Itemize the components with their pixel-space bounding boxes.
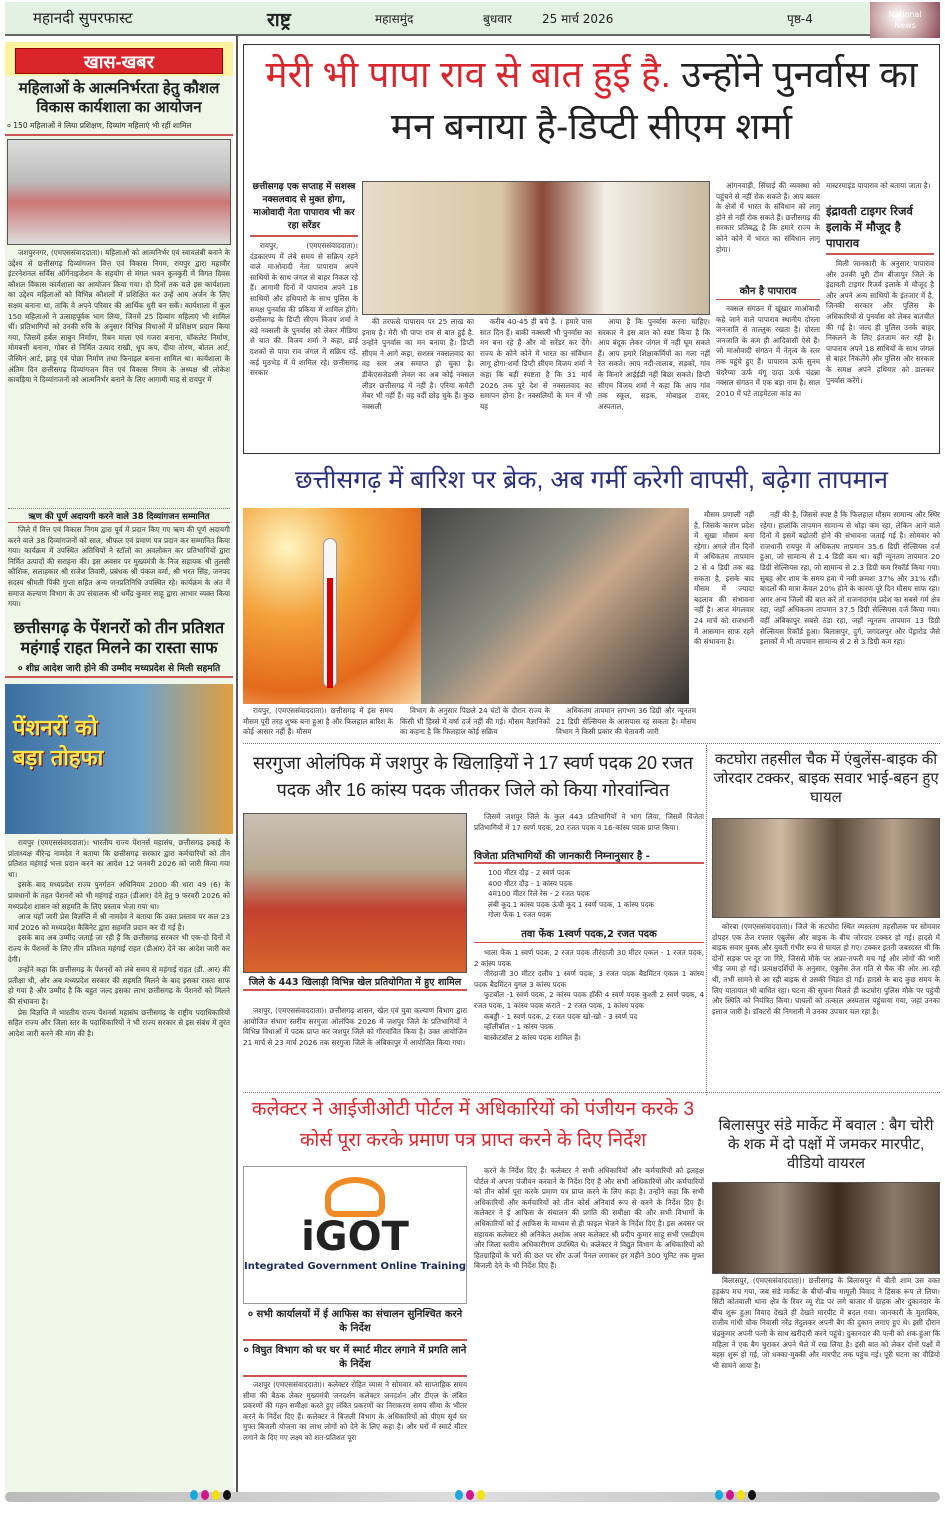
left-column — [5, 42, 233, 1497]
lead-headline-red: मेरी भी पापा राव से बात हुई है. — [265, 54, 671, 95]
igot-logo-mark — [325, 1177, 385, 1217]
lead-col5-wrap — [716, 181, 820, 452]
paragraph: विभाग के अनुसार पिछले 24 घंटों के दौरान राज्य के किसी भी हिस्से में वर्षा दर्ज नहीं की गई। मौसम वैज्ञानिकों का कहना है कि फिलहाल कोई सक्रिय — [400, 706, 550, 737]
pension-image — [5, 684, 233, 834]
workshop-photo — [7, 139, 231, 245]
sports-body — [243, 1006, 467, 1086]
paragraph: करीब 40-45 ही बचे हैं. । हमारे पास सात दिन हैं। बाकी नक्सली भी पुनर्वास का मन बना रहे हैं और वो सरेंडर कर देंगे। राज्य के कोने कोने में भारत का संविधान लागू होगा-शर्मा डिप्टी सीएम विजय शर्मा ने कहा कि बड़ी स्पष्टता है कि 31 मार्च 2026 तक पूरे देश से नक्सलवाद का समापन होना है। नक्सलियों के मन में भी यह — [480, 317, 592, 411]
lead-col5 — [716, 181, 820, 279]
accident-photo — [712, 818, 940, 918]
divider — [706, 745, 707, 1095]
weather-narrow-col — [694, 510, 754, 708]
lead-sidebar — [250, 181, 358, 451]
paragraph: रायपुर, (एमएससंवाददाता)। छत्तीसगढ़ में इस समय मौसम पूरी तरह शुष्क बना हुआ है और फिलहाल बारिश के कोई आसार नहीं हैं। मौसम — [243, 706, 393, 737]
pension-image-caption: पेंशनरों को बड़ा तोहफा — [13, 716, 104, 771]
paragraph: रायपुर, (एमएससंवाददाता)। दंडकारण्य में लंबे समय से सक्रिय रहने वाले माओवादी नेता पापाराव अपने साथियों के साथ जंगल से बाहर निकल रहे हैं। आगामी दिनों में पापाराव अपने 18 साथियों और हथियारों के साथ पुलिस के समक्ष पुनर्वास की प्रकिया में शामिल होंगे। छत्तीसगढ़ के डिप्टी सीएम विजय शर्मा ने बड़े नक्सली के पुनर्वास को लेकर मीडिया से बात की. विजय शर्मा ने कहा, ढाई दशकों से पापा राव जंगल में सक्रिय रहे. कई मुठभेड़ में ये शामिल रहे। छत्तीसगढ़ सरकार — [250, 241, 358, 378]
market-fight-photo — [712, 1182, 940, 1274]
loan-body — [5, 523, 233, 619]
igot-logo-text: iGOT — [301, 1214, 409, 1260]
paragraph: मिली जानकारी के अनुसार पापाराव और उनकी पूरी टीम बीजापुर जिले के इंद्रावती टाइगर रिजर्व इलाके में मौजूद है और अपने अन्य साथियों के इंतजार में है, जिनकी सरकार और पुलिस के अधिकारियों से पुनर्वास को लेकर बातचीत की गई है। जल्द ही पुलिस उनके बाहर निकलने के लिए इंतजाम कर रही है। पापाराव अपने 18 साथियों के साथ जंगल से बाहर निकलेंगे और पुलिस और सरकार के समक्ष अपने हथियार को डालकर पुनर्वास करेंगे। — [826, 259, 934, 385]
igot-bullets — [243, 1308, 467, 1480]
page-number: पृष्ठ-4 — [787, 12, 813, 26]
registration-marks — [190, 1490, 231, 1500]
igot-headline: कलेक्टर ने आईजीओटी पोर्टल में अधिकारियों को पंजीयन करके 3 कोर्स पूरा करके प्रमाण पत्र प्राप्त करने के दिए निर्देश — [251, 1099, 695, 1151]
accident-headline: कटघोरा तहसील चैक में एंबुलेंस-बाइक की जोरदार टक्कर, बाइक सवार भाई-बहन हुए घायल — [713, 751, 939, 806]
paragraph: आंगनवाड़ी, सिंचाई की व्यवस्था को पहुंचने से नहीं रोक सकते हैं। आप बस्तर के क्षेत्रों में भारत के संविधान को लागू होने से नहीं रोक सकते हैं। छत्तीसगढ़ की सरकार प्रतिबद्ध है कि हमारे राज्य के कोने कोने में भारत का संविधान लागू होगा। — [716, 181, 820, 254]
paragraph: बिलासपुर, (एमएससंवाददाता)। छत्तीसगढ़ के बिलासपुर में बीती शाम उस वक्त हड़कंप मच गया, जब संडे मार्केट के बीचों-बीच मामूली विवाद ने हिंसक रूप ले लिया। सिटी कोतवाली थाना क्षेत्र के रिवर व्यू रोड पर लगे बाजार में ग्राहक और दुकानदार के बीच शुरू हुआ विवाद देखते ही देखते मारपीट में बदल गया। जानकारी के मुताबिक, राजीव गांधी चौक निवासी नरेंद्र तेंदुलकर अपनी बैग की दुकान लगाए हुए थे। इसी दौरान चंद्रकुमार अपनी पत्नी के साथ खरीदारी करने पहुंचे। दुकानदार की पत्नी को शक हुआ कि महिला ने एक बैग चुराकर अपने थैले में रख लिया है। इसी बात को लेकर दोनों पक्षों में बहस शुरू हो गई, जो धक्का-मुक्की और मारपीट तक पहुंच गई। पूरी घटना का वीडियो भी सामने आया है। — [712, 1276, 940, 1370]
weather-bottom-3 — [556, 706, 696, 740]
logo-text: News — [894, 21, 916, 30]
igot-body-left — [243, 1380, 467, 1480]
who-body — [716, 304, 820, 452]
pension-headline: छत्तीसगढ़ के पेंशनरों को तीन प्रतिशत महंगाई राहत मिलने का रास्ता साफ — [13, 620, 225, 657]
section-name: राष्ट्र — [267, 9, 291, 31]
lead-col4 — [598, 317, 710, 449]
list-item: भाला फेंक 1 स्वर्ण पदक, 2 रजत पदक तीरंदाजी 30 मीटर एकल - 1 रजत पदक, 2 कांस्य पदक — [474, 947, 704, 968]
igot-logo — [243, 1166, 467, 1304]
paragraph: मौसम प्रणाली नहीं है, जिसके कारण प्रदेश में सूखा मौसम बना रहेगा। अगले तीन दिनों में अधिकतम तापमान 2 से 4 डिग्री तक बढ़ सकता है, इसके बाद मौसम में ज्यादा बदलाव की संभावना नहीं है। आज मंगलवार 24 मार्च को राजधानी में आसमान साफ रहने की संभावना है। — [694, 510, 754, 647]
accident-body — [712, 922, 940, 1090]
sports-subhead: जिले के 443 खिलाड़ी विभिन्न खेल प्रतियोगिता में हुए शामिल — [243, 976, 467, 991]
winners-headline: विजेता प्रतिभागियों की जानकारी निम्नानुसार है - — [474, 848, 704, 864]
registration-marks — [455, 1490, 485, 1500]
lead-col2 — [362, 317, 474, 449]
list-item: तीरंदाजी 30 मीटर दलीय 1 स्वर्ण पदक, 3 रजत पदक बैडमिंटन एकल 1 कांस्य पदक बैडमिंटन युगल 3 कांस्य पदक — [474, 969, 704, 989]
paragraph: नक्सल संगठन में खूंखार माओवादी कहे जाने वाले पापाराव स्थानीय दोरला जनजाति से ताल्लुक रखता है। दोरला जनजाति के कम ही आदिवासी ऐसे हैं। जो माओवादी संगठन में नेतृत्व के स्तर तक पहुंचे हुए हैं। पापाराव ऊर्फ सुनम चंदरैय्या ऊर्फ मंगू दादा ऊर्फ चंद्रन्ना नक्सल संगठन में एक बड़ा नाम है। साल 2010 में घटे ताड़मेटला कांड का — [716, 304, 820, 398]
khas-khabar-banner: खास-खबर — [15, 48, 223, 74]
date: 25 मार्च 2026 — [542, 12, 614, 26]
weather-bottom-2 — [400, 706, 550, 740]
list-item: गोला फेंक 1 रजत पदक — [488, 910, 552, 920]
paragraph: जशपुर (एमएससंवाददाता)। कलेक्टर रोहित व्यास ने सोमवार को साप्ताहिक समय सीमा की बैठक लेकर मुख्यमंत्री जनदर्शन कलेक्टर जनदर्शन और टीएल के लंबित प्रकरणों की गहन समीक्षा करते हुए लंबित प्रकरणों का निराकरण समय सीमा के भीतर करने के निर्देश दिए हैं। कलेक्टर ने बिजली विभाग के अधिकारियों को पीएम सूर्य घर मुफ्त बिजली योजना का लाभ लोगों को देने के लिए कहा है। और घरों में स्मार्ट मीटर लगाने के दिए गए लक्ष्य को शत-प्रतिशत पूरा — [243, 1380, 467, 1442]
bilaspur-headline: बिलासपुर संडे मार्केट में बवाल : बैग चोरी के शक में दो पक्षों में जमकर मारपीट, वीडियो वायरल — [718, 1117, 934, 1172]
igot-body-right — [474, 1166, 704, 1484]
city: महासमुंद — [375, 12, 414, 26]
paragraph: प्रेस विज्ञप्ति में भारतीय राज्य पेंशनर्स महासंघ छत्तीसगढ़ के राष्ट्रीय पदाधिकारियों सहित राज्य और जिला स्तर के पदाधिकारियों ने भी राज्य सरकार से इस संबंध में तुरंत आदेश जारी करने की मांग की है। — [8, 1007, 230, 1038]
sidebar-headline: छत्तीसगढ़ एक सप्ताह में सशस्त्र नक्सलवाद से मुक्त होगा, माओवादी नेता पापाराव भी कर रहा सरेंडर — [250, 181, 358, 237]
article-headline: महिलाओं के आत्मनिर्भरता हेतु कौशल विकास कार्यशाला का आयोजन — [18, 80, 220, 116]
loan-headline: ऋण की पूर्ण अदायगी करने वाले 38 दिव्यांगजन सम्मानित — [8, 511, 230, 523]
paragraph: जशपुर, (एमएससंवाददाता)। छत्तीसगढ़ शासन, खेल एवं युवा कल्याण विभाग द्वारा आयोजित संभाग स्तरीय सरगुजा ओलंपिक 2026 में जशपुर जिले के प्रतिभागियों ने विभिन्न विधाओं में पदक प्राप्त कर जशपुर जिले को गौरवांवित किया है। उक्त आयोजिन 21 मार्च से 23 मार्च 2026 तक सरगुजा जिले के अंबिकापुर में आयोजित किया गया। — [243, 1006, 467, 1047]
bilaspur-body — [712, 1276, 940, 1486]
woman-in-heat-photo — [421, 508, 689, 704]
thermometer-image — [243, 508, 421, 704]
logo-text: National — [888, 10, 922, 19]
paragraph: उन्होंने कहा कि छत्तीसगढ़ के पेंशनरों को लंबे समय से महंगाई राहत (डी. आर) की प्रतीक्षा थी, और अब मध्यप्रदेश सरकार की सहमति मिलने के बाद इसका रास्ता साफ हो गया है और उम्मीद है कि बहुत जल्द इसका लाभ छत्तीसगढ़ के पेंशनरों को मिलने की संभावना है। — [8, 965, 230, 1006]
pension-subhead: ० शीघ्र आदेश जारी होने की उम्मीद मध्यप्रदेश से मिली सहमति — [5, 659, 233, 678]
article-subhead: ० 150 महिलाओं ने लिया प्रशिक्षण, दिव्यांग महिलाएं भी रहीं शामिल — [5, 120, 233, 136]
weather-right-col — [760, 510, 940, 736]
paragraph: इसके बाद मध्यप्रदेश राज्य पुनर्गठन अधिनियम 2000 की धारा 49 (6) के प्रावधानों के तहत पेंशनरों को भी महंगाई राहत (डीआर) देने हेतु 9 फरवरी 2026 को मध्यप्रदेश शासन को सहमति के लिए प्रस्ताव भेजा गया था। — [8, 880, 230, 911]
list-item: लंबी कूद 1 कांस्य पदक ऊंची कूद 1 स्वर्ण पदक, 1 कांस्य पदक — [488, 899, 654, 909]
lead-headline-black: उन्होंने पुनर्वास का मन बनाया है-डिप्टी सीएम शर्मा — [390, 54, 918, 147]
athletes-photo — [243, 813, 467, 973]
paragraph: नहीं की है, जिससे स्पष्ट है कि फिलहाल मौसम सामान्य और स्थिर रहेगा। हालांकि तापमान सामान्य से थोड़ा कम रहा, लेकिन आने वाले दिनों में इसमें बढ़ोतरी होने की संभावना जताई गई है। सोमवार को राजधानी रायपुर में अधिकतम तापमान 35.6 डिग्री सेल्सियस दर्ज हुआ, जो सामान्य से 1.4 डिग्री कम था। वहीं न्यूनतम तापमान 20 डिग्री सेल्सियस रहा, जो सामान्य से 2.3 डिग्री कम रिकॉर्ड किया गया। सुबह और शाम के समय हवा में नमी क्रमशः 37% और 31% रही। बादलों की मात्रा केवल 20% होने के कारण पूरे दिन मौसम साफ रहा। अगर अन्य जिलों की बात करें तो राजनांदगांव प्रदेश का सबसे गर्म क्षेत्र रहा, जहाँ अधिकतम तापमान 37.5 डिग्री सेल्सियस दर्ज किया गया। वहीं अंबिकापुर सबसे ठंडा रहा, जहाँ न्यूनतम तापमान 13 डिग्री सेल्सियस रिकॉर्ड हुआ। बिलासपुर, दुर्ग, जगदलपुर और पेंड्रारोड जैसे इलाकों में भी तापमान सामान्य से 2 से 3 डिग्री कम रहा। — [760, 510, 940, 647]
lead-headline — [244, 45, 939, 157]
lead-col3 — [480, 317, 592, 449]
lead-col1 — [250, 241, 358, 451]
list-item: 100 मीटर दौड़ - 2 स्वर्ण पदक — [488, 868, 571, 877]
lead-col6-wrap — [826, 181, 934, 449]
masthead — [5, 2, 940, 36]
national-news-logo — [870, 2, 940, 38]
divider — [243, 1092, 940, 1093]
winners-list — [474, 868, 704, 921]
list-item: व्हॉलीबॉल - 1 कांस्य पदक — [484, 1022, 554, 1032]
day: बुधवार — [483, 12, 512, 26]
lead-story — [243, 44, 940, 454]
igot-bullet: ० विघुत विभाग को घर घर में स्मार्ट मीटर लगाने में प्रगति लाने के निर्देश — [243, 1341, 467, 1377]
lead-col6-top: मास्टरमाइंड पापाराव को बताया जाता है। — [826, 181, 931, 190]
column-divider — [236, 36, 238, 1496]
weather-photos — [243, 508, 689, 704]
igot-logo-tagline: Integrated Government Online Training — [244, 1261, 466, 1272]
khas-khabar-banner-wrap — [5, 42, 233, 76]
paragraph: आया है कि पुनर्वास करना चाहिए। सरकार ने इस बात को स्पष्ट किया है कि आप बंदूक लेकर जंगल में नहीं घूम सकते हैं। आप हमारे शिक्षाकर्मियों का गला नहीं रेत सकते। आप नदी-तालाब, सड़कों, गांव के किनारे आईईडी नहीं बिछा सकते। डिप्टी सीएम विजय शर्मा ने कहा कि आप गांव तक स्कूल, सड़क, मोबाइल टावर, अस्पताल, — [598, 317, 710, 411]
weather-bottom-1 — [243, 706, 393, 740]
sports-intro — [474, 812, 704, 844]
paragraph: जिले में वित्त एवं विकास निगम द्वारा पूर्व में प्रदान किए गए ऋण की पूर्ण अदायगी करने वाले 38 दिव्यांगजनों को साल, श्रीफल एवं प्रमाण पत्र प्रदान कर सम्मानित किया गया। कार्यक्रम में उपस्थित अतिथियों ने स्टॉलों का अवलोकन कर प्रतिभागियों द्वारा निर्मित उत्पादों की सराहना की। इस अवसर पर मुख्यमंत्री के निज सहायक श्री तुलसी कौशिक, सलाहकार श्री राजेश तिवारी, प्रबंधक श्री पंकज वर्मा, श्री भरत सिंह, जनपद सदस्य श्रीमती पिंकी गुप्ता सहित अन्य जनप्रतिनिधि उपस्थित रहे। कार्यक्रम के अंत में समाज कल्याण विभाग के उप संचालक श्री धर्मेंद्र कुमार साहू द्वारा आभार व्यक्त किया गया। — [8, 525, 230, 609]
list-item: कबड्डी - 1 स्वर्ण पदक, 2 रजत पदक खो-खो - 3 स्वर्ण पद — [484, 1011, 638, 1021]
deputy-cm-photo — [362, 181, 710, 315]
paragraph: जिसमें जशपुर जिले के कुल 443 प्रतिभागियों ने भाग लिया, जिसमें विजेता प्रतिभागियों में 17 स्वर्ण पदक, 20 रजत पदक व 16-कांस्य पदक प्राप्त किया। — [474, 812, 704, 832]
list-item: 4म100 मीटर रिले रेस - 2 रजत पदक — [488, 889, 590, 899]
weather-headline-text: छत्तीसगढ़ में बारिश पर ब्रेक, अब गर्मी करेगी वापसी, बढ़ेगा तापमान — [295, 466, 888, 494]
winners-list-2 — [474, 948, 704, 1043]
list-item: बास्केटबॉल 2 कांस्य पदक शामिल हैं। — [484, 1032, 581, 1042]
tiger-reserve-headline: इंद्रावती टाइगर रिजर्व इलाके में मौजूद है पापाराव — [826, 203, 934, 255]
paragraph: की तरफसे पापाराव पर 25 लाख का इनाम है। मेरी भी पापा राव से बात हुई है. उन्होंने पुनर्वास का मन बनाया है। डिप्टी सीएम ने आगे कहा, सशस्त्र नक्सलवाद का वह स्तर अब समाप्त हो चुका है। डीकेएसजेडसी लेवल का अब कोई नक्सल लीडर छत्तीसगढ़ में नहीं है। एरिया कमेटी मेंबर भी नहीं हैं। वह वर्दी छोड़ चुके हैं। कुछ नक्सली — [362, 317, 474, 411]
registration-marks — [715, 1490, 756, 1500]
sports-results — [474, 812, 704, 1043]
paragraph: आज यहाँ जारी प्रेस विज्ञप्ति में श्री नामदेव ने बताया कि उक्त प्रस्ताव पर कल 23 मार्च 2026 को मध्यप्रदेश कैबिनेट द्वारा सहमति प्रदान कर दी गई है। — [8, 912, 230, 932]
paragraph: रायपुर (एमएससंवाददाता)। भारतीय राज्य पेंशनर्स महासंघ, छत्तीसगढ़ इकाई के प्रांताध्यक्ष वीरेन्द्र नामदेव ने बताया कि छत्तीसगढ़ सरकार द्वारा कर्मचारियों को तीन प्रतिशत महंगाई भत्ता प्रदान करने का आदेश 12 जनवरी 2026 को जारी किया गया था। — [8, 838, 230, 879]
article-body — [5, 248, 233, 506]
divider — [243, 743, 940, 744]
discus-headline: तवा फेंक 1स्वर्ण पदक,2 रजत पदक — [474, 926, 704, 943]
sports-headline: सरगुजा ओलंपिक में जशपुर के खिलाड़ियों ने 17 स्वर्ण पदक 20 रजत पदक और 16 कांस्य पदक जीतकर जिले को किया गोरवांन्वित — [252, 753, 694, 800]
paragraph: अधिकतम तापमान लगभग 36 डिग्री और न्यूनतम 21 डिग्री सेल्सियस के आसपास रह सकता है। मौसम विभाग ने किसी प्रकार की चेतावनी जारी — [556, 706, 696, 737]
paragraph: कोरबा (एमएससंवाददाता)। जिले के कटघोरा स्थित व्यस्ततम तहसीलक पर सोमवार दोपहर एक तेज रफ्तार एंबुलेंस और बाइक के बीच जोरदार टक्कर हो गई। हादसे में बाइक सवार युवक और युवती गंभीर रूप से घायल हो गए। टक्कर इतनी जबरदस्त थी कि दोनों सड़क पर दूर जा गिरे, जिससे मौके पर अफ्रा-तफरी मच गई और लोगों की भारी भीड़ जमा हो गई। प्रत्यक्षदर्शियों के अनुसार, एंबुलेंस तेज गति से चैक की ओर आ रही थी, तभी सामने से आ रही बाइक से उसकी भिड़ंत हो गई। हादसे के बाद कुछ समय के लिए यातायात भी बाधित रहा। घटना की सूचना मिलते ही कटघोरा पुलिस मौके पर पहुंची और स्थिति को नियंत्रित किया। घायलों को तत्काल अस्पताल पहुंचाया गया, जहां उनका इलाज जारी है। डॉक्टरों की निगरानी में उनका उपचार चल रहा है। — [712, 922, 940, 1016]
list-item: फुटबॉल -1 स्वर्ण पदक, 2 कांस्य पदक हॉकी 4 स्वर्ण पदक कुश्ती 2 स्वर्ण पदक, 4 रजत पदक, 1 कांस्य पदक कराते - 2 रजत पदक, 1 कांस्य पदक — [474, 990, 704, 1010]
igot-bullet: ० सभी कार्यालयों में ई आफिस का संचालन सुनिश्चित करने के निर्देश — [243, 1308, 467, 1341]
paragraph: इसके बाद अब उम्मीद जताई जा रही है कि छत्तीसगढ़ सरकार भी एक-दो दिनों में राज्य के पेंशनरों के लिए तीन प्रतिशत महंगाई राहत (डीआर) देने का आदेश जारी कर देगी। — [8, 933, 230, 964]
list-item: 400 मीटर दौड़ - 1 कांस्य पदक — [488, 878, 573, 888]
tiger-body — [826, 259, 934, 449]
pension-body — [5, 834, 233, 1394]
paragraph: जशपुरनगर, (एमएससंवाददाता)। महिलाओं को आत्मनिर्भर एवं स्वावलंबी बनाने के उद्देश्य से छत्तीसगढ़ दिव्यांगजन वित्त एवं विकास निगम, रायपुर द्वारा महावीर इंटरनेशनल सर्विस ऑर्गेनाइजेशन के सहयोग से मंगल भवन कुनकुरी में विगत दिवस कौशल विकास कार्यशाला का आयोजन किया गया। दो दिनों तक चले इस कार्यशाला का उद्देश्य महिलाओं को विभिन्न कौशलों में प्रशिक्षित कर उन्हें आय अर्जन के लिए सक्षम बनाना था, ताकि वे अपने परिवार की आर्थिक धुरी बन सकें। कार्यशाला में कुल 150 महिलाओं ने उत्साहपूर्वक भाग लिया, जिनमें 25 दिव्यांग महिलाएं भी शामिल थीं। प्रतिभागियों को उनकी रुचि के अनुसार विभिन्न विधाओं में प्रशिक्षण प्रदान किया गया, जिसमें हर्बल साबुन निर्माण, रिबन माला एवं गजरा बनाना, चॉकलेट निर्माण, मोमबत्ती बनाना, गोबर से निर्मित उत्पाद राखी, धूप कप, दीया तोरण, बोतल आर्ट, जैस्मिन आर्ट, झाड़ू एवं पोछा निर्माण तथा फिनाइल बनाना शामिल था। कार्यशाला के अंतिम दिन छत्तीसगढ़ दिव्यांगजन वित्त एवं विकास निगम के अध्यक्ष श्री लोकेश कावड़िया ने दिव्यांगजनों को आत्मनिर्भर बनाने के लिए आगामी माह से रायपुर में — [8, 248, 230, 385]
weather-headline — [243, 462, 940, 498]
who-headline: कौन है पापाराव — [716, 283, 820, 300]
paragraph: करने के निर्देश दिए हैं। कलेक्टर ने सभी अधिकारियों और कर्मचारियों को इलहक्ष पोर्टल में अपना पंजीयन करवाने के निर्देश दिए हैं और सभी अधिकारियों और कर्मचारियों को तीन कोर्स पूरा करके प्रमाण पत्र प्राप्त करने के लिए कहा है। उन्होंने कहा कि सभी अधिकारियों और कर्मचारियों को तीन कोर्स अनिवार्य रूप से करने के निर्देश दिए हैं। कलेक्टर ने ई आफिस के संचालन की प्रगति की समीक्षा की और सभी विभागों के अधिकारियों को ई आफिस के माध्यम से ही फाइल भेजने के निर्देश दिए हैं। इस अवसर पर सहायक कलेक्टर श्री अनिकेत अशोक अपर कलेक्टर श्री प्रदीप कुमार साहू सभी एसडीएम और जिला स्तरीय अधिकारीगण उपस्थित थे। कलेक्टर ने विद्युत विभाग के अधिकारियों को हितग्राहियों के घरों की छत पर सौर ऊर्जा पैनल लगाकर हर महीने 300 यूनिट तक मुफ्त बिजली देने के भी निर्देश दिए हैं। — [474, 1166, 704, 1271]
paper-name: महानदी सुपरफास्ट — [33, 9, 133, 27]
